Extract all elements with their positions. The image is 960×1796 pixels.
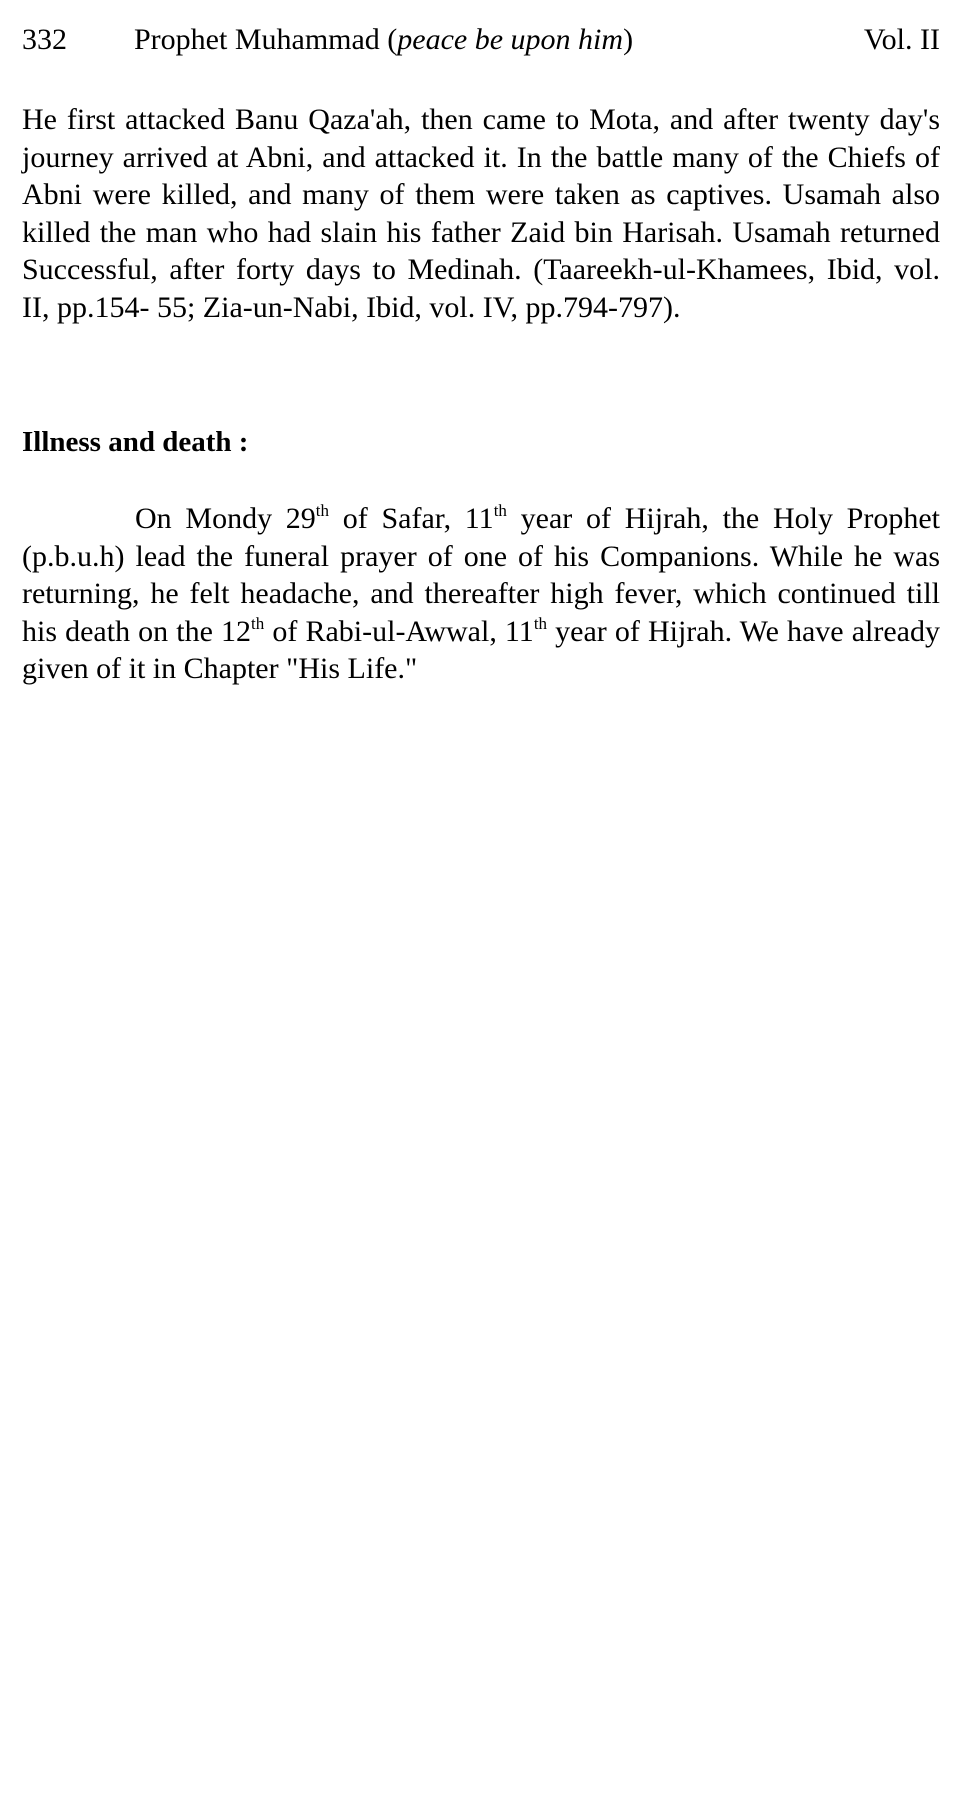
text-run: year of Hijrah. We have already given of it in Chapter "His Life." xyxy=(22,614,940,685)
ordinal-suffix: th xyxy=(315,501,330,520)
page-number: 332 xyxy=(22,23,67,56)
text-run: of Rabi-ul-Awwal, 11 xyxy=(264,614,534,648)
ordinal-suffix: th xyxy=(493,501,507,520)
book-title-text: Prophet Muhammad ( xyxy=(134,23,398,56)
text-run: On Mondy 29 xyxy=(135,502,316,535)
document-page xyxy=(22,0,940,1796)
book-title xyxy=(134,20,633,60)
text-run: year of Hijrah, the Holy Prophet (p.b.u.h) lead the funeral prayer of one of his Companions. While he was returning, he felt headache, and thereafter high fever, which continued till his death on the 12 xyxy=(22,502,940,648)
body-paragraph-usamah: He first attacked Banu Qaza'ah, then came to Mota, and after twenty day's journey arrived at Abni, and attacked it. In the battle many of the Chiefs of Abni were killed, and many of them were taken as captives. Usamah also killed the man who had slain his father Zaid bin Harisah. Usamah returned Successful, after forty days to Medinah. (Taareekh-ul-Khamees, Ibid, vol. II, pp.154- 55; Zia-un-Nabi, Ibid, vol. IV, pp.794-797). xyxy=(22,103,940,324)
ordinal-suffix: th xyxy=(533,613,548,633)
body-paragraph-illness xyxy=(22,500,940,688)
text-run: of Safar, 11 xyxy=(329,502,494,535)
running-header xyxy=(22,20,940,60)
section-heading-illness: Illness and death : xyxy=(22,426,249,458)
volume-label: Vol. II xyxy=(863,23,940,56)
ordinal-suffix: th xyxy=(251,613,265,633)
book-title-honorific: peace be upon him xyxy=(397,23,624,56)
book-title-close: ) xyxy=(623,23,634,56)
